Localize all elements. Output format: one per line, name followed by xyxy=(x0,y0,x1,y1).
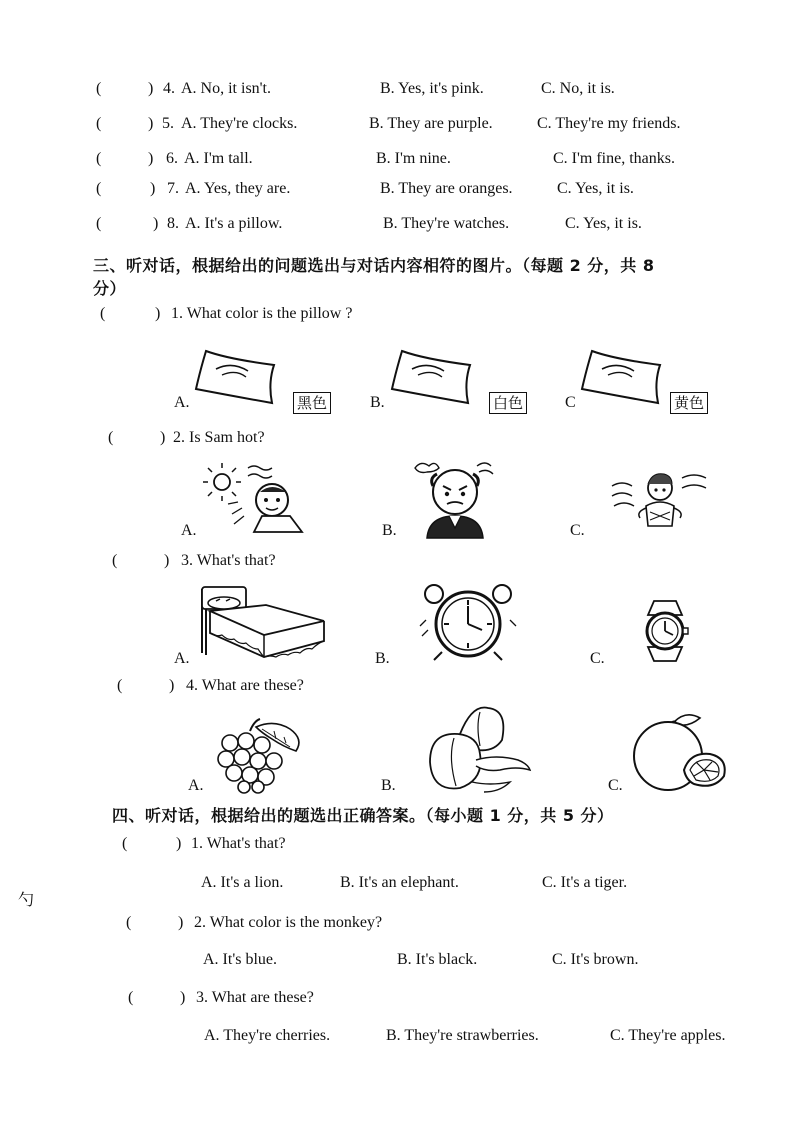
answer-paren-close: ) xyxy=(150,180,156,197)
option-c[interactable]: C. They're apples. xyxy=(610,1027,726,1044)
option-b[interactable]: B. They are purple. xyxy=(369,115,493,132)
question-text: 3. What's that? xyxy=(181,552,276,569)
answer-paren-close: ) xyxy=(178,914,184,931)
answer-paren-close: ) xyxy=(169,677,175,694)
option-c[interactable]: C. No, it is. xyxy=(541,80,615,97)
section-3-header: 三、听对话，根据给出的问题选出与对话内容相符的图片。（每题 2 分，共 8 xyxy=(93,256,655,275)
pillow-white-image[interactable] xyxy=(384,343,476,409)
bed-image[interactable] xyxy=(196,583,328,667)
option-a[interactable]: A. No, it isn't. xyxy=(181,80,271,97)
color-tag-yellow: 黄色 xyxy=(670,392,708,414)
answer-paren-close: ) xyxy=(164,552,170,569)
question-number: 7. xyxy=(167,180,179,197)
option-c-label[interactable]: C. xyxy=(570,522,585,539)
answer-paren-open[interactable]: ( xyxy=(126,914,132,931)
question-text: 1. What color is the pillow ? xyxy=(171,305,353,322)
answer-paren-open[interactable]: ( xyxy=(122,835,128,852)
color-tag-white: 白色 xyxy=(489,392,527,414)
answer-paren-open[interactable]: ( xyxy=(100,305,106,322)
watch-image[interactable] xyxy=(624,597,704,665)
option-a[interactable]: A. Yes, they are. xyxy=(185,180,291,197)
angry-person-image[interactable] xyxy=(405,458,501,540)
pillow-black-image[interactable] xyxy=(188,343,280,409)
answer-paren-close: ) xyxy=(148,80,154,97)
question-text: 2. What color is the monkey? xyxy=(194,914,383,931)
answer-paren-open[interactable]: ( xyxy=(96,180,102,197)
answer-paren-close: ) xyxy=(160,429,166,446)
option-c[interactable]: C. Yes, it is. xyxy=(557,180,634,197)
hot-person-image[interactable] xyxy=(202,458,310,534)
answer-paren-close: ) xyxy=(180,989,186,1006)
option-c-label[interactable]: C. xyxy=(608,777,623,794)
answer-paren-open[interactable]: ( xyxy=(96,215,102,232)
option-c-label[interactable]: C xyxy=(565,394,576,411)
option-c[interactable]: C. Yes, it is. xyxy=(565,215,642,232)
question-text: 2. Is Sam hot? xyxy=(173,429,265,446)
cold-person-image[interactable] xyxy=(610,466,710,532)
option-a[interactable]: A. They're clocks. xyxy=(181,115,298,132)
answer-paren-open[interactable]: ( xyxy=(96,80,102,97)
option-c[interactable]: C. They're my friends. xyxy=(537,115,681,132)
option-a-label[interactable]: A. xyxy=(188,777,204,794)
option-c[interactable]: C. I'm fine, thanks. xyxy=(553,150,675,167)
section-3-header-cont: 分） xyxy=(93,279,127,298)
answer-paren-close: ) xyxy=(155,305,161,322)
answer-paren-open[interactable]: ( xyxy=(96,115,102,132)
answer-paren-close: ) xyxy=(148,115,154,132)
peaches-image[interactable] xyxy=(420,702,534,796)
option-b[interactable]: B. It's black. xyxy=(397,951,478,968)
answer-paren-open[interactable]: ( xyxy=(108,429,114,446)
option-a[interactable]: A. It's blue. xyxy=(203,951,277,968)
alarm-clock-image[interactable] xyxy=(418,580,518,662)
option-c[interactable]: C. It's brown. xyxy=(552,951,639,968)
section-4-header: 四、听对话，根据给出的题选出正确答案。（每小题 1 分，共 5 分） xyxy=(112,806,614,825)
option-b[interactable]: B. They are oranges. xyxy=(380,180,513,197)
answer-paren-close: ) xyxy=(148,150,154,167)
option-b[interactable]: B. It's an elephant. xyxy=(340,874,459,891)
question-number: 8. xyxy=(167,215,179,232)
pillow-yellow-image[interactable] xyxy=(574,343,666,409)
answer-paren-open[interactable]: ( xyxy=(96,150,102,167)
option-b-label[interactable]: B. xyxy=(381,777,396,794)
answer-paren-open[interactable]: ( xyxy=(128,989,134,1006)
option-b-label[interactable]: B. xyxy=(382,522,397,539)
option-a-label[interactable]: A. xyxy=(181,522,197,539)
answer-paren-close: ) xyxy=(153,215,159,232)
option-b-label[interactable]: B. xyxy=(375,650,390,667)
option-b[interactable]: B. I'm nine. xyxy=(376,150,451,167)
option-b[interactable]: B. Yes, it's pink. xyxy=(380,80,484,97)
answer-paren-open[interactable]: ( xyxy=(117,677,123,694)
orange-image[interactable] xyxy=(630,710,730,794)
margin-mark: 勺 xyxy=(18,890,35,909)
option-a[interactable]: A. They're cherries. xyxy=(204,1027,331,1044)
color-tag-black: 黑色 xyxy=(293,392,331,414)
question-text: 4. What are these? xyxy=(186,677,304,694)
question-text: 3. What are these? xyxy=(196,989,314,1006)
option-a[interactable]: A. I'm tall. xyxy=(184,150,253,167)
option-b[interactable]: B. They're watches. xyxy=(383,215,510,232)
option-c[interactable]: C. It's a tiger. xyxy=(542,874,628,891)
option-a[interactable]: A. It's a pillow. xyxy=(185,215,283,232)
answer-paren-open[interactable]: ( xyxy=(112,552,118,569)
question-number: 5. xyxy=(162,115,174,132)
option-c-label[interactable]: C. xyxy=(590,650,605,667)
answer-paren-close: ) xyxy=(176,835,182,852)
option-a-label[interactable]: A. xyxy=(174,394,190,411)
option-a-label[interactable]: A. xyxy=(174,650,190,667)
option-b-label[interactable]: B. xyxy=(370,394,385,411)
option-a[interactable]: A. It's a lion. xyxy=(201,874,284,891)
question-number: 4. xyxy=(163,80,175,97)
option-b[interactable]: B. They're strawberries. xyxy=(386,1027,539,1044)
question-text: 1. What's that? xyxy=(191,835,286,852)
grapes-image[interactable] xyxy=(214,717,306,791)
question-number: 6. xyxy=(166,150,178,167)
